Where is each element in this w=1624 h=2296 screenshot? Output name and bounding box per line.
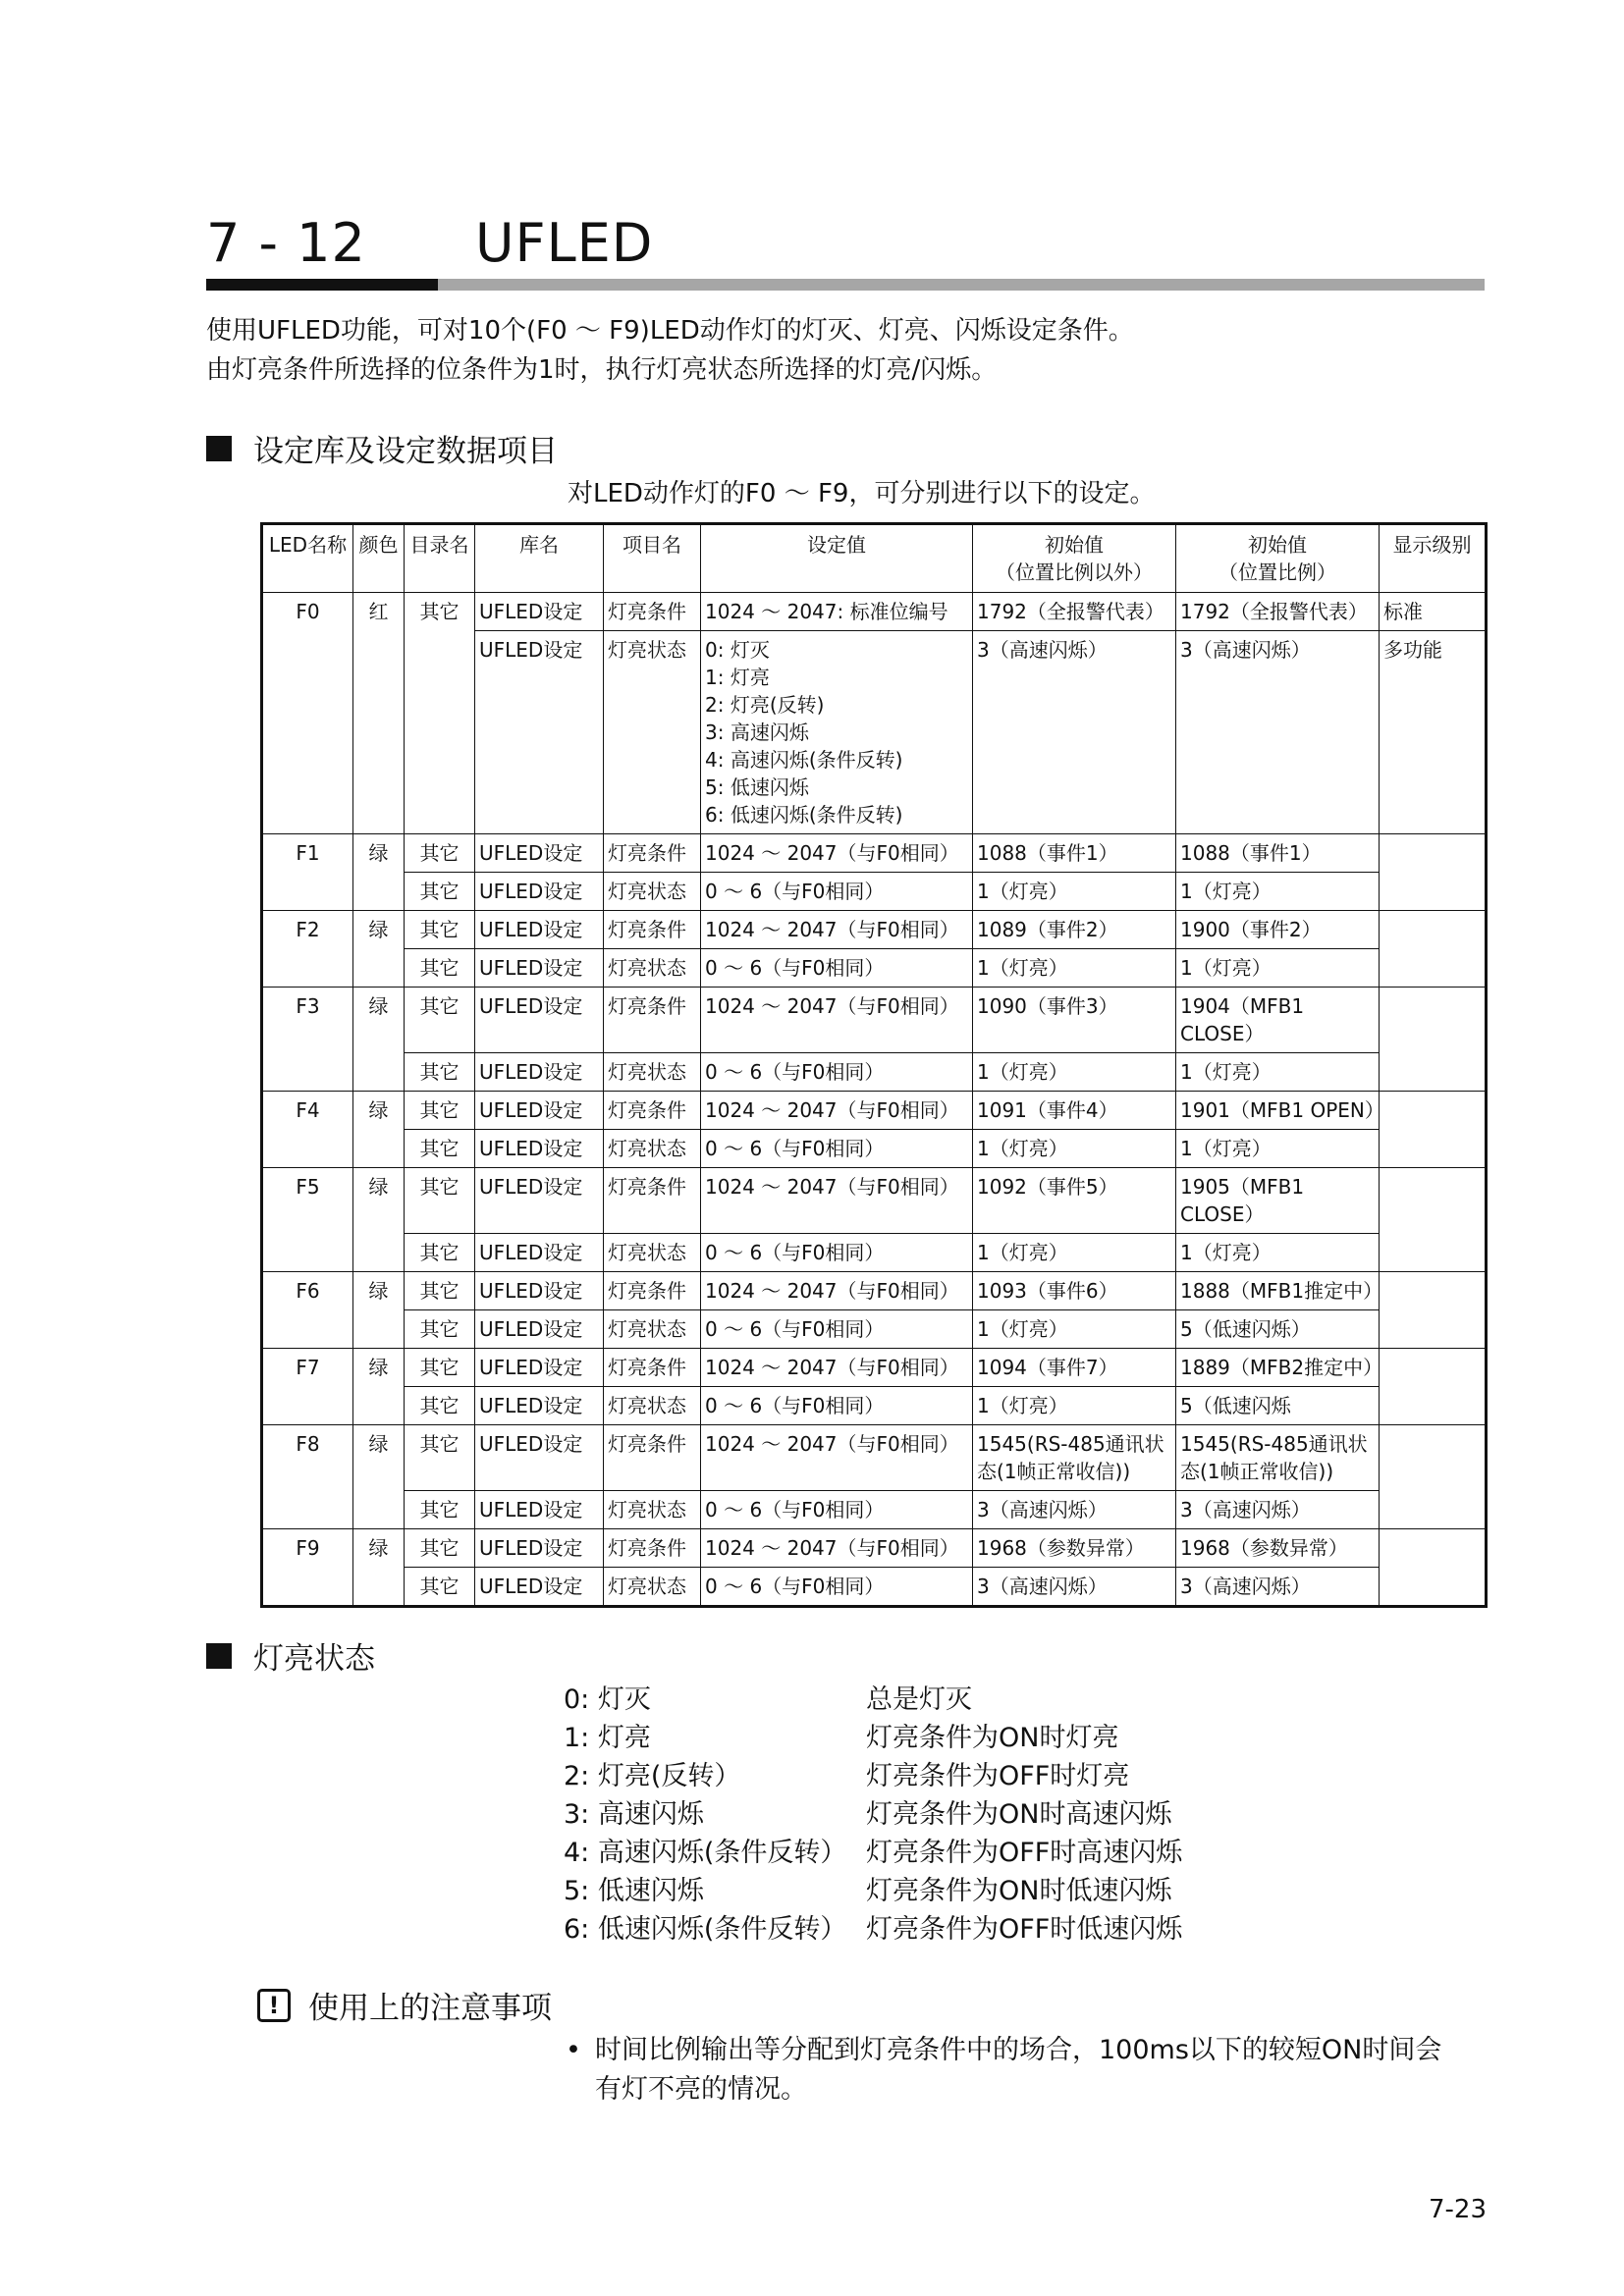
item-cell: 灯亮状态 (604, 1234, 701, 1272)
initial-ratio-cell: 1088（事件1） (1176, 834, 1380, 873)
initial-ratio-cell: 1888（MFB1推定中） (1176, 1272, 1380, 1310)
setting-value-cell: 1024 ～ 2047（与F0相同） (701, 988, 973, 1053)
catalog-cell: 其它 (405, 1053, 475, 1092)
item-cell: 灯亮状态 (604, 1491, 701, 1529)
catalog-cell: 其它 (405, 1272, 475, 1310)
setting-value-cell: 1024 ～ 2047（与F0相同） (701, 834, 973, 873)
table-row (262, 1491, 1487, 1529)
state-option: 1: 灯亮 (705, 666, 770, 689)
state-code: 3: 高速闪烁 (564, 1799, 704, 1830)
color-cell: 绿 (353, 1425, 405, 1529)
table-header-row (262, 524, 1487, 593)
state-description: 灯亮条件为ON时低速闪烁 (866, 1876, 1172, 1906)
color-cell: 绿 (353, 1272, 405, 1349)
led-name-cell: F4 (262, 1092, 353, 1168)
state-code: 5: 低速闪烁 (564, 1876, 704, 1906)
intro-line-1: 使用UFLED功能，可对10个(F0 ～ F9)LED动作灯的灯灭、灯亮、闪烁设定条件。 (206, 316, 1134, 346)
catalog-cell: 其它 (405, 1491, 475, 1529)
state-description: 灯亮条件为ON时高速闪烁 (866, 1799, 1172, 1830)
caution-icon: ! (257, 1989, 291, 2022)
color-cell: 绿 (353, 911, 405, 988)
bank-cell: UFLED设定 (475, 1568, 604, 1607)
setting-value-cell: 0 ～ 6（与F0相同） (701, 873, 973, 911)
bank-cell: UFLED设定 (475, 1053, 604, 1092)
display-level-cell: 多功能 (1380, 631, 1487, 834)
catalog-cell: 其它 (405, 1234, 475, 1272)
table-row (262, 873, 1487, 911)
item-cell: 灯亮状态 (604, 949, 701, 988)
color-cell: 绿 (353, 1349, 405, 1425)
initial-ratio-cell: 1（灯亮） (1176, 1130, 1380, 1168)
state-heading (206, 1633, 375, 1678)
catalog-cell: 其它 (405, 949, 475, 988)
setting-value-cell: 1024 ～ 2047（与F0相同） (701, 1168, 973, 1234)
color-cell: 绿 (353, 1529, 405, 1607)
initial-nonratio-cell: 1091（事件4） (973, 1092, 1176, 1130)
color-cell: 绿 (353, 1168, 405, 1272)
state-row (564, 1795, 1182, 1834)
setting-value-cell: 0 ～ 6（与F0相同） (701, 1053, 973, 1092)
header-item: 项目名 (604, 524, 701, 593)
state-description: 灯亮条件为OFF时低速闪烁 (866, 1914, 1183, 1945)
section-title: UFLED (475, 212, 654, 274)
led-settings-table (260, 522, 1488, 1608)
initial-ratio-cell: 1904（MFB1 CLOSE） (1176, 988, 1380, 1053)
led-name-cell: F9 (262, 1529, 353, 1607)
state-row (564, 1757, 1182, 1795)
header-bank: 库名 (475, 524, 604, 593)
table-row (262, 1349, 1487, 1387)
page-number: 7-23 (1429, 2195, 1488, 2224)
catalog-cell: 其它 (405, 1349, 475, 1387)
header-color: 颜色 (353, 524, 405, 593)
state-option: 2: 灯亮(反转) (705, 693, 825, 717)
item-cell: 灯亮条件 (604, 1529, 701, 1568)
table-row (262, 1568, 1487, 1607)
initial-ratio-cell: 5（低速闪烁） (1176, 1310, 1380, 1349)
catalog-cell: 其它 (405, 1568, 475, 1607)
header-display-level: 显示级别 (1380, 524, 1487, 593)
table-row (262, 988, 1487, 1053)
initial-nonratio-cell: 1（灯亮） (973, 949, 1176, 988)
initial-ratio-cell: 3（高速闪烁） (1176, 1491, 1380, 1529)
table-row (262, 834, 1487, 873)
initial-nonratio-cell: 1（灯亮） (973, 1310, 1176, 1349)
catalog-cell: 其它 (405, 873, 475, 911)
display-level-cell: 标准 (1380, 593, 1487, 631)
initial-ratio-cell: 1905（MFB1 CLOSE） (1176, 1168, 1380, 1234)
header-initial-sub: （位置比例） (1218, 561, 1336, 584)
bank-cell: UFLED设定 (475, 1130, 604, 1168)
initial-ratio-cell: 1（灯亮） (1176, 1234, 1380, 1272)
initial-nonratio-cell: 3（高速闪烁） (973, 1568, 1176, 1607)
initial-ratio-cell: 1901（MFB1 OPEN） (1176, 1092, 1380, 1130)
initial-nonratio-cell: 1088（事件1） (973, 834, 1176, 873)
table-row (262, 1053, 1487, 1092)
item-cell: 灯亮条件 (604, 1092, 701, 1130)
bank-cell: UFLED设定 (475, 1234, 604, 1272)
setting-value-cell: 0 ～ 6（与F0相同） (701, 1310, 973, 1349)
state-code: 1: 灯亮 (564, 1723, 651, 1753)
state-code: 0: 灯灭 (564, 1684, 651, 1715)
header-initial-nonratio (973, 524, 1176, 593)
caution-heading-text: 使用上的注意事项 (308, 1991, 552, 2026)
setting-value-cell: 0 ～ 6（与F0相同） (701, 1491, 973, 1529)
state-description: 总是灯灭 (866, 1684, 972, 1715)
initial-nonratio-cell: 1094（事件7） (973, 1349, 1176, 1387)
item-cell: 灯亮条件 (604, 1425, 701, 1491)
state-description: 灯亮条件为OFF时灯亮 (866, 1761, 1130, 1791)
initial-nonratio-cell: 1（灯亮） (973, 873, 1176, 911)
catalog-cell: 其它 (405, 1387, 475, 1425)
header-initial-sub: （位置比例以外） (996, 561, 1153, 584)
initial-nonratio-cell: 1（灯亮） (973, 1234, 1176, 1272)
initial-ratio-cell: 1（灯亮） (1176, 873, 1380, 911)
initial-ratio-cell: 1900（事件2） (1176, 911, 1380, 949)
bank-cell: UFLED设定 (475, 1092, 604, 1130)
catalog-cell: 其它 (405, 988, 475, 1053)
setting-value-cell: 1024 ～ 2047（与F0相同） (701, 1425, 973, 1491)
bank-cell: UFLED设定 (475, 834, 604, 873)
display-level-cell (1380, 911, 1487, 988)
caution-line: 有灯不亮的情况。 (595, 2074, 807, 2105)
state-options-cell (701, 631, 973, 834)
table-row (262, 1130, 1487, 1168)
header-led-name: LED名称 (262, 524, 353, 593)
state-row (564, 1910, 1182, 1949)
initial-nonratio-cell: 3（高速闪烁） (973, 1491, 1176, 1529)
settings-heading-text: 设定库及设定数据项目 (253, 434, 558, 469)
item-cell: 灯亮状态 (604, 1053, 701, 1092)
setting-value-cell: 1024 ～ 2047（与F0相同） (701, 1272, 973, 1310)
initial-nonratio-cell: 1（灯亮） (973, 1387, 1176, 1425)
display-level-cell (1380, 834, 1487, 911)
display-level-cell (1380, 1272, 1487, 1349)
state-description: 灯亮条件为ON时灯亮 (866, 1723, 1119, 1753)
led-name-cell: F7 (262, 1349, 353, 1425)
bank-cell: UFLED设定 (475, 988, 604, 1053)
led-name-cell: F2 (262, 911, 353, 988)
setting-value-cell: 1024 ～ 2047（与F0相同） (701, 1092, 973, 1130)
initial-ratio-cell: 3（高速闪烁） (1176, 631, 1380, 834)
title-underline-light (438, 279, 1485, 291)
initial-ratio-cell: 1545(RS-485通讯状态(1帧正常收信)) (1176, 1425, 1380, 1491)
state-row (564, 1834, 1182, 1872)
bank-cell: UFLED设定 (475, 873, 604, 911)
led-name-cell: F1 (262, 834, 353, 911)
setting-value-cell: 1024 ～ 2047: 标准位编号 (701, 593, 973, 631)
initial-nonratio-cell: 1545(RS-485通讯状态(1帧正常收信)) (973, 1425, 1176, 1491)
state-option: 4: 高速闪烁(条件反转) (705, 748, 903, 772)
bullet-icon: • (566, 2035, 581, 2065)
setting-value-cell: 0 ～ 6（与F0相同） (701, 1130, 973, 1168)
item-cell: 灯亮状态 (604, 1130, 701, 1168)
table-row (262, 1272, 1487, 1310)
display-level-cell (1380, 1349, 1487, 1425)
initial-nonratio-cell: 1（灯亮） (973, 1053, 1176, 1092)
catalog-cell: 其它 (405, 911, 475, 949)
led-name-cell: F0 (262, 593, 353, 834)
led-name-cell: F8 (262, 1425, 353, 1529)
table-row (262, 911, 1487, 949)
catalog-cell: 其它 (405, 1425, 475, 1491)
initial-ratio-cell: 1889（MFB2推定中） (1176, 1349, 1380, 1387)
square-bullet-icon (206, 1643, 232, 1669)
item-cell: 灯亮条件 (604, 834, 701, 873)
initial-nonratio-cell: 3（高速闪烁） (973, 631, 1176, 834)
item-cell: 灯亮条件 (604, 1349, 701, 1387)
table-row (262, 593, 1487, 631)
table-row (262, 1387, 1487, 1425)
display-level-cell (1380, 1425, 1487, 1529)
bank-cell: UFLED设定 (475, 1387, 604, 1425)
color-cell: 绿 (353, 1092, 405, 1168)
display-level-cell (1380, 1092, 1487, 1168)
color-cell: 绿 (353, 988, 405, 1092)
bank-cell: UFLED设定 (475, 1425, 604, 1491)
table-row (262, 1168, 1487, 1234)
catalog-cell: 其它 (405, 1168, 475, 1234)
bank-cell: UFLED设定 (475, 911, 604, 949)
display-level-cell (1380, 988, 1487, 1092)
catalog-cell: 其它 (405, 834, 475, 873)
bank-cell: UFLED设定 (475, 1349, 604, 1387)
setting-value-cell: 0 ～ 6（与F0相同） (701, 1568, 973, 1607)
state-description: 灯亮条件为OFF时高速闪烁 (866, 1838, 1183, 1868)
item-cell: 灯亮状态 (604, 1310, 701, 1349)
bank-cell: UFLED设定 (475, 1529, 604, 1568)
catalog-cell: 其它 (405, 1092, 475, 1130)
section-number: 7 - 12 (206, 212, 366, 274)
bank-cell: UFLED设定 (475, 1168, 604, 1234)
item-cell: 灯亮状态 (604, 873, 701, 911)
state-option: 5: 低速闪烁 (705, 775, 809, 799)
catalog-cell: 其它 (405, 1529, 475, 1568)
setting-value-cell: 0 ～ 6（与F0相同） (701, 949, 973, 988)
bank-cell: UFLED设定 (475, 1491, 604, 1529)
state-heading-text: 灯亮状态 (253, 1641, 375, 1677)
initial-ratio-cell: 3（高速闪烁） (1176, 1568, 1380, 1607)
title-underline-dark (206, 279, 438, 291)
setting-value-cell: 0 ～ 6（与F0相同） (701, 1387, 973, 1425)
table-caption: 对LED动作灯的F0 ～ F9，可分别进行以下的设定。 (568, 479, 1156, 508)
table-row (262, 949, 1487, 988)
initial-ratio-cell: 1（灯亮） (1176, 949, 1380, 988)
state-code: 2: 灯亮(反转） (564, 1761, 741, 1791)
header-initial-label: 初始值 (1248, 533, 1307, 557)
header-initial-ratio (1176, 524, 1380, 593)
initial-nonratio-cell: 1089（事件2） (973, 911, 1176, 949)
caution-text (595, 2031, 1441, 2109)
intro-line-2: 由灯亮条件所选择的位条件为1时，执行灯亮状态所选择的灯亮/闪烁。 (206, 355, 998, 385)
state-list (564, 1681, 1182, 1949)
item-cell: 灯亮条件 (604, 988, 701, 1053)
catalog-cell: 其它 (405, 1130, 475, 1168)
display-level-cell (1380, 1168, 1487, 1272)
state-option: 6: 低速闪烁(条件反转) (705, 803, 903, 827)
initial-ratio-cell: 5（低速闪烁 (1176, 1387, 1380, 1425)
header-catalog: 目录名 (405, 524, 475, 593)
bank-cell: UFLED设定 (475, 593, 604, 631)
led-name-cell: F6 (262, 1272, 353, 1349)
state-row (564, 1681, 1182, 1719)
square-bullet-icon (206, 436, 232, 461)
bank-cell: UFLED设定 (475, 1272, 604, 1310)
state-code: 4: 高速闪烁(条件反转） (564, 1838, 847, 1868)
initial-nonratio-cell: 1093（事件6） (973, 1272, 1176, 1310)
initial-ratio-cell: 1968（参数异常） (1176, 1529, 1380, 1568)
item-cell: 灯亮条件 (604, 911, 701, 949)
caution-body (566, 2031, 1441, 2109)
color-cell: 红 (353, 593, 405, 834)
bank-cell: UFLED设定 (475, 949, 604, 988)
initial-nonratio-cell: 1968（参数异常） (973, 1529, 1176, 1568)
setting-value-cell: 1024 ～ 2047（与F0相同） (701, 1529, 973, 1568)
header-setting-value: 设定值 (701, 524, 973, 593)
setting-value-cell: 1024 ～ 2047（与F0相同） (701, 1349, 973, 1387)
initial-nonratio-cell: 1792（全报警代表） (973, 593, 1176, 631)
catalog-cell: 其它 (405, 1310, 475, 1349)
table-row (262, 1234, 1487, 1272)
setting-value-cell: 1024 ～ 2047（与F0相同） (701, 911, 973, 949)
initial-ratio-cell: 1（灯亮） (1176, 1053, 1380, 1092)
bank-cell: UFLED设定 (475, 631, 604, 834)
state-row (564, 1719, 1182, 1757)
state-option: 0: 灯灭 (705, 638, 770, 662)
item-cell: 灯亮条件 (604, 1168, 701, 1234)
caution-line: 时间比例输出等分配到灯亮条件中的场合，100ms以下的较短ON时间会 (595, 2035, 1442, 2065)
item-cell: 灯亮状态 (604, 1568, 701, 1607)
item-cell: 灯亮状态 (604, 631, 701, 834)
initial-nonratio-cell: 1090（事件3） (973, 988, 1176, 1053)
state-code: 6: 低速闪烁(条件反转） (564, 1914, 847, 1945)
color-cell: 绿 (353, 834, 405, 911)
display-level-cell (1380, 1529, 1487, 1607)
item-cell: 灯亮条件 (604, 1272, 701, 1310)
table-row (262, 1529, 1487, 1568)
state-option: 3: 高速闪烁 (705, 721, 809, 744)
initial-nonratio-cell: 1092（事件5） (973, 1168, 1176, 1234)
table-row (262, 1425, 1487, 1491)
settings-heading (206, 426, 558, 470)
header-initial-label: 初始值 (1045, 533, 1104, 557)
table-row (262, 1092, 1487, 1130)
item-cell: 灯亮状态 (604, 1387, 701, 1425)
led-name-cell: F5 (262, 1168, 353, 1272)
initial-nonratio-cell: 1（灯亮） (973, 1130, 1176, 1168)
caution-heading (257, 1983, 552, 2027)
catalog-cell: 其它 (405, 593, 475, 834)
item-cell: 灯亮条件 (604, 593, 701, 631)
state-row (564, 1872, 1182, 1910)
initial-ratio-cell: 1792（全报警代表） (1176, 593, 1380, 631)
setting-value-cell: 0 ～ 6（与F0相同） (701, 1234, 973, 1272)
bank-cell: UFLED设定 (475, 1310, 604, 1349)
table-row (262, 1310, 1487, 1349)
led-name-cell: F3 (262, 988, 353, 1092)
